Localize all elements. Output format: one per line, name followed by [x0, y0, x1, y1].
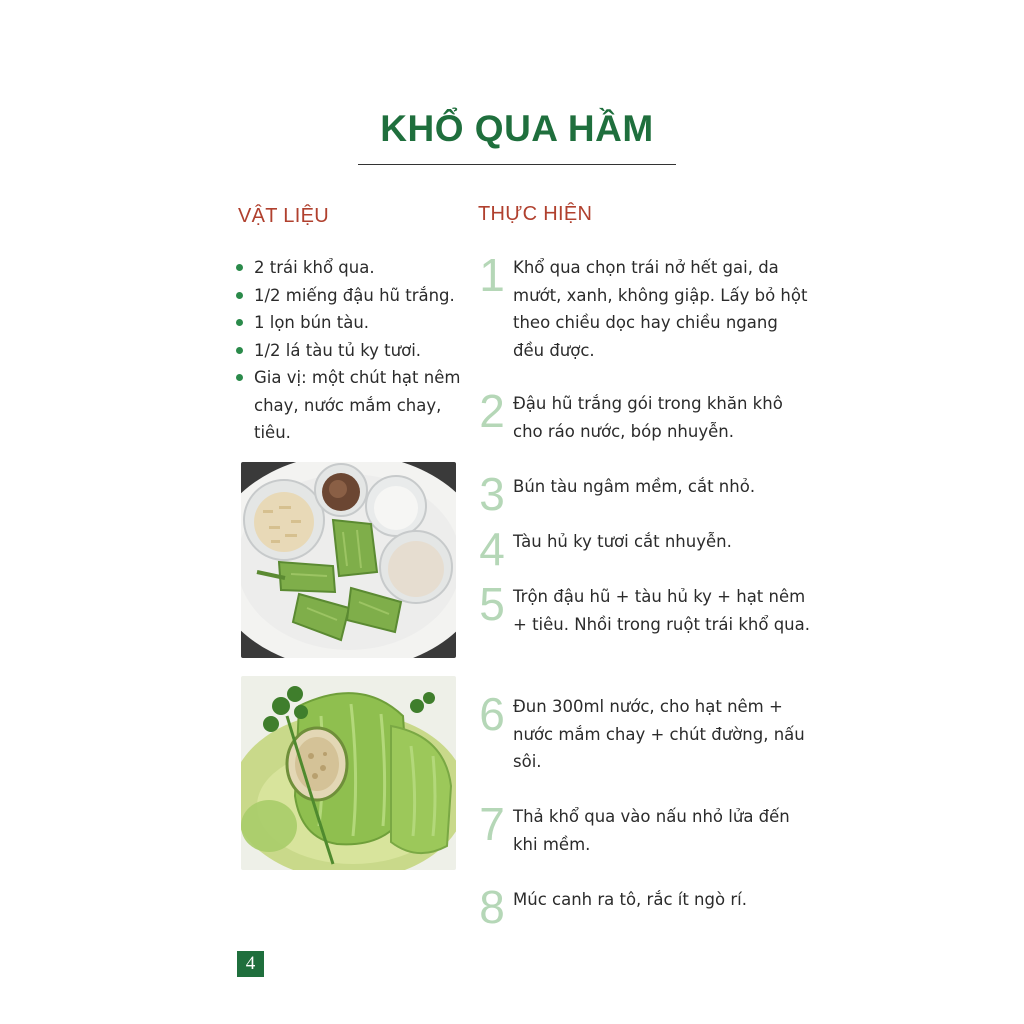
step-number: 2 [479, 385, 505, 437]
bullet-icon [236, 264, 243, 271]
step-number: 1 [479, 249, 505, 301]
step-text: Thả khổ qua vào nấu nhỏ lửa đến khi mềm. [513, 807, 790, 854]
step-number: 4 [479, 523, 505, 575]
ingredients-list [234, 254, 464, 447]
method-heading: THỰC HIỆN [478, 203, 593, 225]
step-number: 7 [479, 798, 505, 850]
bullet-icon [236, 347, 243, 354]
step-text: Đun 300ml nước, cho hạt nêm + nước mắm chay + chút đường, nấu sôi. [513, 697, 805, 771]
ingredients-heading: VẬT LIỆU [238, 205, 329, 227]
ingredient-item: 1 lọn bún tàu. [234, 309, 464, 337]
step-number: 3 [479, 468, 505, 520]
ingredient-item: Gia vị: một chút hạt nêm chay, nước mắm chay, tiêu. [234, 364, 464, 447]
ingredients-photo [241, 462, 456, 658]
title-underline [358, 164, 676, 165]
bullet-icon [236, 374, 243, 381]
step-number: 6 [479, 688, 505, 740]
recipe-title: KHỔ QUA HẦM [380, 108, 654, 149]
step-text: Khổ qua chọn trái nở hết gai, da mướt, xanh, không giập. Lấy bỏ hột theo chiều dọc hay chiều ngang đều được. [513, 258, 808, 360]
ingredient-item: 1/2 miếng đậu hũ trắng. [234, 282, 464, 310]
dish-photo [241, 676, 456, 870]
step-text: Bún tàu ngâm mềm, cắt nhỏ. [513, 477, 756, 496]
bullet-icon [236, 319, 243, 326]
bullet-icon [236, 292, 243, 299]
ingredient-item: 2 trái khổ qua. [234, 254, 464, 282]
step-number: 5 [479, 578, 505, 630]
step-number: 8 [479, 881, 505, 933]
ingredient-item: 1/2 lá tàu tủ ky tươi. [234, 337, 464, 365]
page-number-badge: 4 [237, 951, 264, 977]
step-text: Múc canh ra tô, rắc ít ngò rí. [513, 890, 747, 909]
step-text: Tàu hủ ky tươi cắt nhuyễn. [513, 532, 732, 551]
step-text: Trộn đậu hũ + tàu hủ ky + hạt nêm + tiêu. Nhồi trong ruột trái khổ qua. [513, 587, 810, 634]
step-text: Đậu hũ trắng gói trong khăn khô cho ráo nước, bóp nhuyễn. [513, 394, 783, 441]
